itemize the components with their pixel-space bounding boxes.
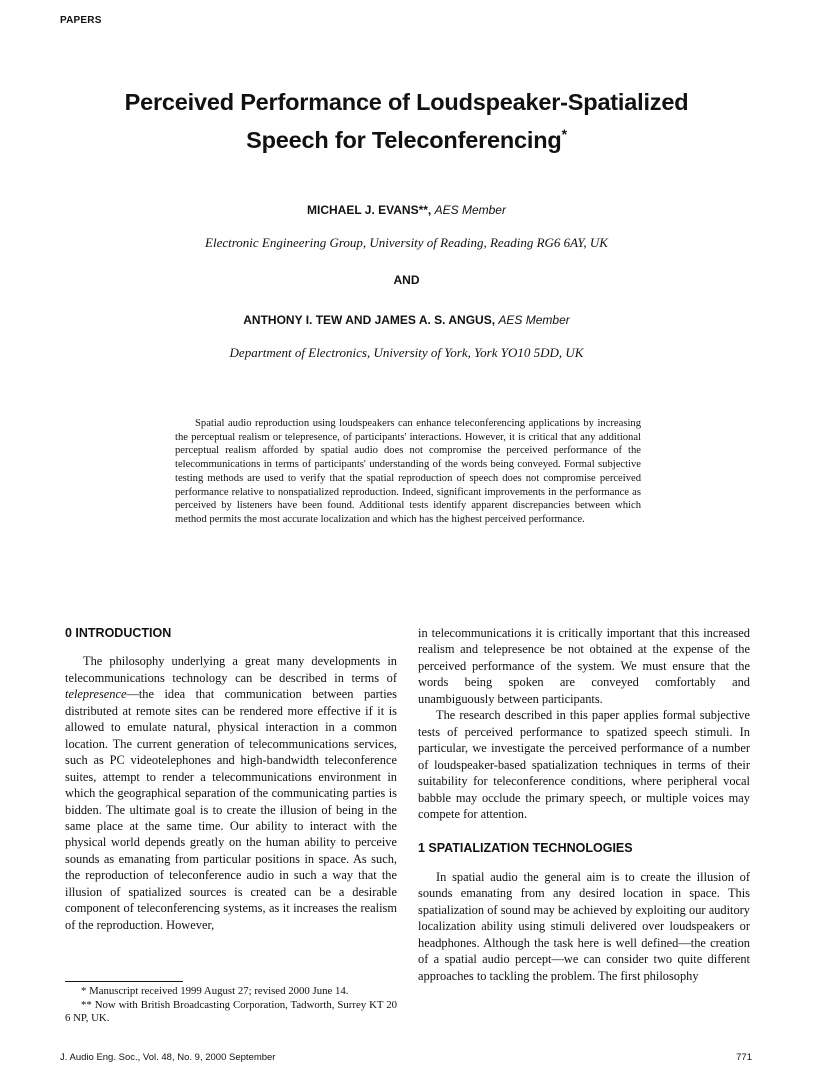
paper-title [40, 86, 773, 156]
footnote-rule [65, 981, 183, 982]
author-2-3-membership: AES Member [498, 313, 570, 327]
author-conjunction: AND [393, 273, 420, 287]
spatialization-heading: 1 SPATIALIZATION TECHNOLOGIES [418, 841, 633, 856]
intro-heading: 0 INTRODUCTION [65, 626, 172, 640]
intro-paragraph-1: The philosophy underlying a great many developments in telecommunications technology can be described in terms of telepresence—the idea that communication between parties distributed at remote sites can be rendered more effective if it is allowed to emulate natural, physical interaction in a common location. The current generation of telecommunications services, such as PC videotelephones and high-bandwidth teleconference suites, attempt to render a telecommunications environment in which the geographical separation of the communicating parties is bidden. The ultimate goal is to create the illusion of being in the same place at the same time. Our ability to interact with the physical world depends greatly on the human ability to perceive sounds as emanating from particular positions in space. As such, the reproduction of teleconference audio in such a way that the illusion of spatialized sources is created can be a desirable component of teleconferencing systems, as it increases the realism of the reproduction. However, [65, 654, 397, 932]
telepresence-term: telepresence [65, 687, 127, 702]
intro-paragraph-1-continued: in telecommunications it is critically important that this increased realism and telepresence be not obtained at the expense of the perceived performance of the system. We must ensure that the words being spoken are conveyed comfortably and unambiguously between participants. [418, 626, 750, 706]
author-2-3-names: ANTHONY I. TEW AND JAMES A. S. ANGUS, [243, 313, 496, 327]
section-label: PAPERS [60, 15, 102, 26]
author-1-affiliation: Electronic Engineering Group, University of Reading, Reading RG6 6AY, UK [205, 235, 608, 250]
column-left [65, 625, 397, 933]
title-line-1: Perceived Performance of Loudspeaker-Spatialized [124, 89, 689, 115]
abstract: Spatial audio reproduction using loudspeakers can enhance teleconferencing applications by increasing the perceptual realism or telepresence, of participants' interactions. However, it is critical that any additional perceptual realism afforded by spatial audio does not compromise the perceived performance of the telecommunications in terms of participants' understanding of the words being conveyed. Formal subjective testing methods are used to verify that the spatial reproduction of speech does not compromise perceived performance relative to nonspatialized reproduction. Indeed, significant improvements in the performance as perceived by listeners have been found. Additional tests identify apparent discrepancies between which method permits the most accurate localization and which has the highest perceived performance. [175, 418, 641, 525]
spatialization-paragraph-1: In spatial audio the general aim is to create the illusion of sounds emanating from any desired location in space. This spatialization of sound may be achieved by exploiting our auditory localization ability using stimuli delivered over loudspeakers or headphones. Although the task here is well defined—the creation of a spatial audio percept—we can consider two quite different approaches to tackling the problem. The first philosophy [418, 869, 750, 983]
footnotes [65, 985, 397, 1026]
footnote-2: ** Now with British Broadcasting Corporation, Tadworth, Surrey KT 20 6 NP, UK. [65, 998, 397, 1024]
column-right [418, 625, 750, 984]
author-1-membership: AES Member [434, 203, 506, 217]
title-footnote-marker: * [561, 126, 567, 142]
footnote-1: * Manuscript received 1999 August 27; revised 2000 June 14. [81, 985, 349, 997]
author-2-3 [40, 313, 773, 327]
title-line-2: Speech for Teleconferencing* [246, 126, 567, 153]
intro-paragraph-2: The research described in this paper applies formal subjective tests of perceived performance to spatized speech stimuli. In particular, we investigate the perceived performance of a number of loudspeaker-based spatialization techniques in terms of their suitability for teleconference conditions, where peripheral vocal babble may occlude the primary speech, or multiple voices may compete for attention. [418, 708, 750, 821]
author-2-3-affiliation: Department of Electronics, University of York, York YO10 5DD, UK [229, 345, 584, 360]
author-1 [40, 203, 773, 217]
author-1-name: MICHAEL J. EVANS**, [307, 203, 432, 217]
page-number: 771 [736, 1052, 752, 1063]
journal-citation: J. Audio Eng. Soc., Vol. 48, No. 9, 2000 September [60, 1052, 276, 1063]
